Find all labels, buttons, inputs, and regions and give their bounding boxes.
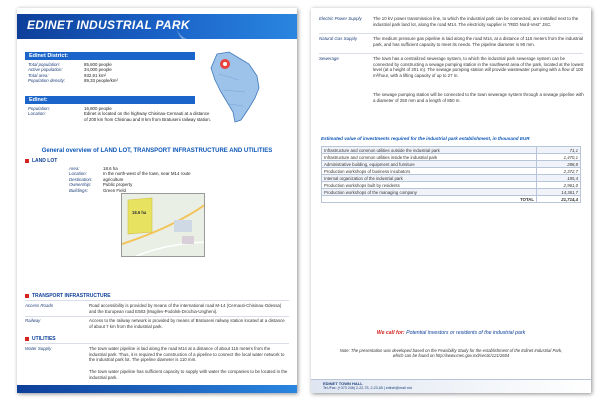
call-text: Potential investors or residents of the industrial park (406, 330, 526, 336)
railway-text: Access to the railway network is provided by means of Bratuseni railway station located at a distance of about 7 km from the industrial park. (89, 318, 285, 329)
lot-area-label: 18.6 ha (132, 210, 147, 215)
source-note: Note: The presentation was developed based on the Feasibility Study for the establishment of the Edinet Industrial Park, which can be found on http://www.mec.gov.md/sectic/121/2604 (339, 348, 563, 359)
sewerage-text: The town has a centralized sewerage system, to which the industrial park sewerage system can be connected by constructing a sewage pumping station in the southwest area of the park, located at the lowest level (at a height of 201 m). The sewage pumping station will provide wastewater pumping with a flow of 100 m³/hour, with a lifting capacity of up to 27 m. (373, 56, 584, 78)
sewerage-text-2: The sewage pumping station will be connected to the town sewerage system through a sewage pipeline with a diameter of 250 mm and a length of 850 m. (373, 92, 584, 103)
footer-title: EDINET TOWN HALL (323, 381, 363, 386)
left-page (17, 8, 297, 393)
town-row: Location: Edinet is located on the highway Chisinau-Cernauti at a distance of 200 km from Chisinau and 8 km from Bratuseni railway station. (28, 111, 211, 122)
water-supply-text-2: The town water pipeline has sufficient capacity to supply with water the companies to be located in the industrial park. (89, 369, 288, 380)
land-lot-map-image (121, 193, 205, 257)
town-block (25, 96, 289, 124)
access-roads-label: Access Roads (25, 303, 54, 308)
red-square-icon (25, 159, 29, 163)
district-row: Active population: 34,000 people (28, 67, 112, 73)
utilities-header: UTILITIES (25, 336, 56, 342)
district-header: Edinet District: (25, 52, 195, 60)
overview-title: General overview of LAND LOT, TRANSPORT INFRASTRUCTURE AND UTILITIES (41, 148, 273, 154)
investment-table (321, 146, 581, 203)
water-supply-label: Water Supply (25, 346, 52, 351)
electric-text: The 10 kV power transmission line, to which the industrial park can be connected, are installed next to the industrial park land lot, along the road M14. The electricity supplier is "RED Nord-Vest" JSC. (373, 16, 579, 27)
gas-text: The medium pressure gas pipeline is laid along the road M14, at a distance of 115 meters from the industrial park, and has sufficient capacity to meet its needs. The pipeline diameter is 90 mm. (373, 36, 584, 47)
lot-row: Location: In the north-west of the town, near M14 route (69, 171, 191, 177)
footer-bar (17, 385, 297, 393)
right-page (311, 8, 591, 393)
red-square-icon (25, 294, 29, 298)
table-row: Infrastructure and common utilities outside the industrial park 71,1 (322, 147, 581, 154)
footer-contact: Tel./Fax: (+373 246) 2-22-75, 2-23-65 | edinet@mail.md (323, 386, 412, 391)
table-row: Administrative building, equipment and furniture 288,8 (322, 161, 581, 168)
district-row: Total population: 85,600 people (28, 62, 112, 67)
table-row: Infrastructure and common utilities inside the industrial park 1,470,1 (322, 154, 581, 161)
total-row: TOTAL 21,714,4 (322, 196, 581, 203)
railway-label: Railway (25, 318, 41, 323)
page-title: EDINET INDUSTRIAL PARK (27, 18, 190, 32)
gas-label: Natural Gas Supply (319, 36, 358, 41)
contact-footer (311, 379, 591, 393)
sewerage-label: Sewerage (319, 56, 339, 61)
lot-row: Buildings: Green Field (69, 187, 126, 193)
water-supply-text: The town water pipeline is laid along the road M14 at a distance of about 115 meters from the industrial park. Thus, it is required the construction of a pipeline to connect the local water network to the industrial park lot. The pipeline diameter is 110 mm. (89, 346, 285, 362)
district-row: Total area: 932,91 km² (28, 72, 106, 78)
table-row: Internal organization of the industrial park 185,4 (322, 175, 581, 182)
call-to-action (311, 330, 591, 336)
district-row: Population density: 89,33 people/km² (28, 78, 118, 84)
table-row: Production workshops of the managing company 14,361,7 (322, 189, 581, 196)
table-row: Production workshops of business incubators 2,372,7 (322, 168, 581, 175)
town-row: Population: 16,800 people (28, 106, 112, 111)
call-lead: We call for: (376, 330, 405, 336)
town-header: Edinet: (25, 96, 195, 104)
lot-row: Destination: agriculture (69, 176, 124, 182)
transport-header: TRANSPORT INFRASTRUCTURE (25, 293, 111, 299)
electric-label: Electric Power Supply (319, 16, 362, 21)
table-row: Production workshops built by residents 2,961,0 (322, 182, 581, 189)
lot-row: Area: 18.6 ha (69, 166, 118, 171)
access-roads-text: Road accessibility is provided by means of the international road M-14 (Cernauti-Chisinau-Odessa) and the European road E583 (Mogilev-Podolsk-Drochia-Ungheni). (89, 303, 282, 314)
lot-row: Ownership: Public property (69, 182, 133, 188)
district-block (25, 52, 195, 86)
page-header (17, 8, 297, 46)
land-lot-header: LAND LOT (25, 158, 57, 164)
investment-title: Estimated value of investments required for the industrial park establishment, in thousand EUR (321, 136, 530, 141)
land-lot-details (69, 166, 279, 193)
red-square-icon (25, 337, 29, 341)
